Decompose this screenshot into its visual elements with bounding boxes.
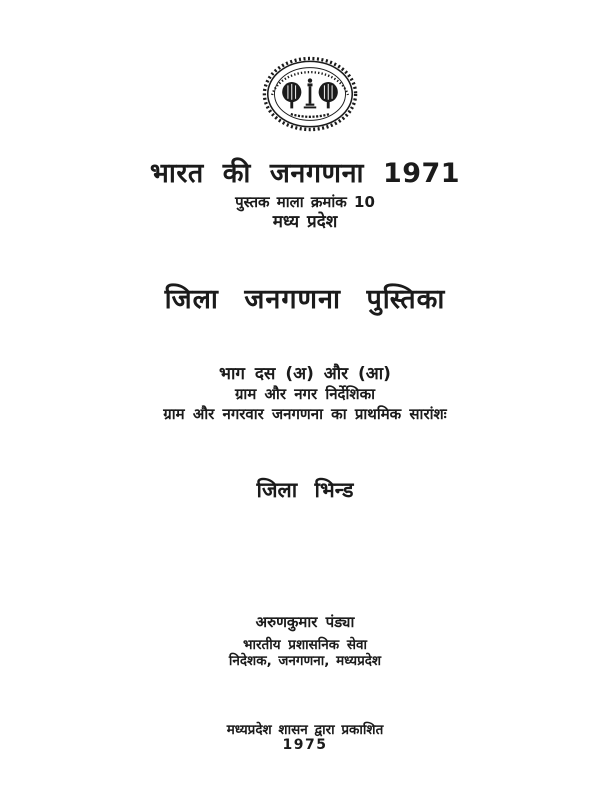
author-name: अरुणकुमार पंड्या bbox=[255, 613, 355, 631]
district-title: जिला भिन्ड bbox=[256, 478, 354, 502]
census-title: भारत की जनगणना 1971 bbox=[149, 158, 461, 189]
publisher-line: मध्यप्रदेश शासन द्वारा प्रकाशित bbox=[226, 722, 384, 738]
series-number-line: पुस्तक माला क्रमांक 10 bbox=[235, 193, 375, 211]
part-line: भाग दस (अ) और (आ) bbox=[219, 364, 391, 384]
abstract-line: ग्राम और नगरवार जनगणना का प्राथमिक सारांशः bbox=[163, 405, 447, 423]
publication-year: 1975 bbox=[282, 737, 328, 753]
author-service: भारतीय प्रशासनिक सेवा bbox=[243, 637, 367, 653]
state-name: मध्य प्रदेश bbox=[272, 212, 338, 232]
state-emblem-icon bbox=[262, 54, 358, 134]
directory-line: ग्राम और नगर निर्देशिका bbox=[234, 385, 376, 403]
handbook-title: जिला जनगणना पुस्तिका bbox=[164, 284, 446, 315]
author-designation: निदेशक, जनगणना, मध्यप्रदेश bbox=[228, 653, 382, 669]
